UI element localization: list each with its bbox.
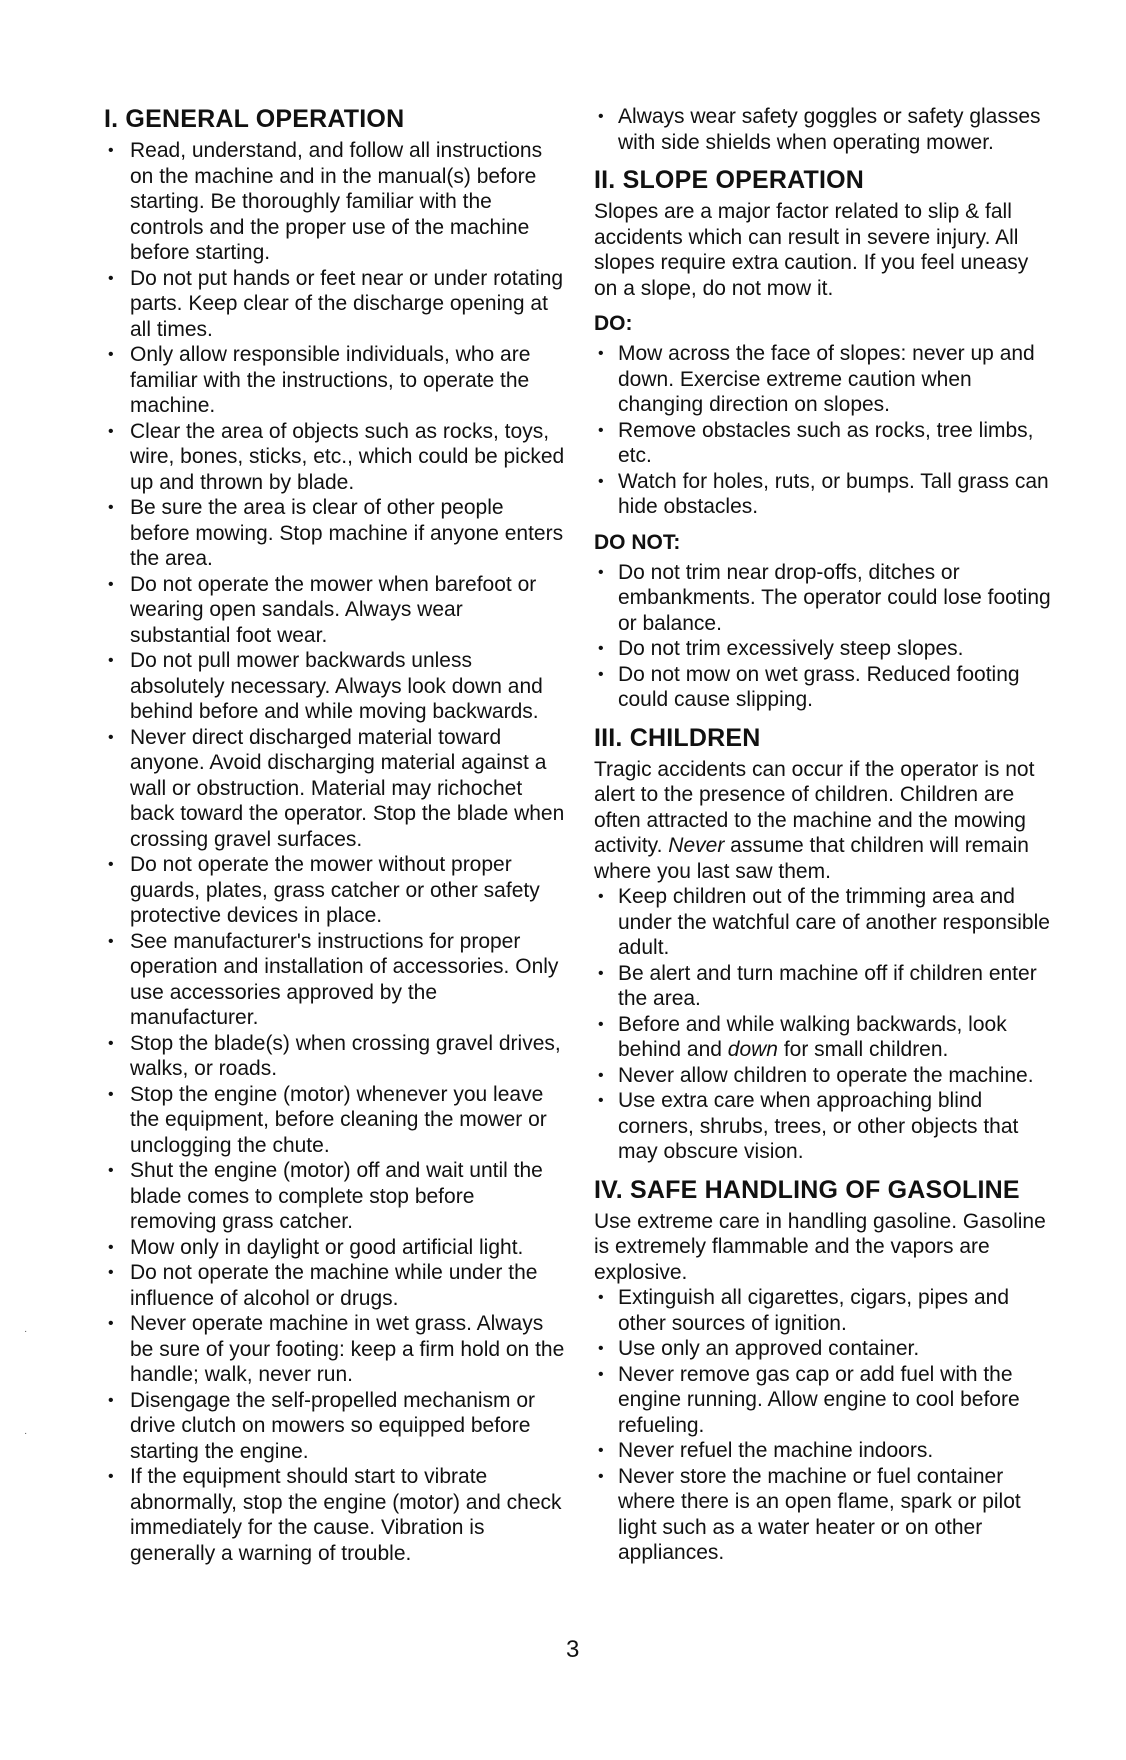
list-item: • Do not trim near drop-offs, ditches or embankments. The operator could lose footing or balance.	[594, 560, 1052, 637]
list-item: • Watch for holes, ruts, or bumps. Tall grass can hide obstacles.	[594, 469, 1052, 520]
list-item: • Use extra care when approaching blind corners, shrubs, trees, or other objects that may obscure vision.	[594, 1088, 1052, 1165]
list-item: • Do not operate the machine while under the influence of alcohol or drugs.	[104, 1260, 566, 1311]
list-item: • Mow across the face of slopes: never up and down. Exercise extreme caution when changing direction on slopes.	[594, 341, 1052, 418]
list-item: • Do not operate the mower without proper guards, plates, grass catcher or other safety protective devices in place.	[104, 852, 566, 929]
list-item: • Do not put hands or feet near or under rotating parts. Keep clear of the discharge opening at all times.	[104, 266, 566, 343]
list-item: • Shut the engine (motor) off and wait until the blade comes to complete stop before removing grass catcher.	[104, 1158, 566, 1235]
list-item: • Keep children out of the trimming area and under the watchful care of another responsible adult.	[594, 884, 1052, 961]
do-not-list	[594, 560, 1052, 713]
list-item: • Do not mow on wet grass. Reduced footing could cause slipping.	[594, 662, 1052, 713]
right-column	[594, 104, 1052, 1566]
list-item: • Disengage the self-propelled mechanism or drive clutch on mowers so equipped before starting the engine.	[104, 1388, 566, 1465]
backwards-text: Before and while walking backwards, look behind and	[618, 1012, 1007, 1061]
list-item: • Do not operate the mower when barefoot or wearing open sandals. Always wear substantial foot wear.	[104, 572, 566, 649]
slope-operation-heading: II. SLOPE OPERATION	[594, 166, 865, 194]
list-item: • Read, understand, and follow all instructions on the machine and in the manual(s) before starting. Be thoroughly familiar with the controls and the proper use of the machine before starting.	[104, 138, 566, 266]
children-intro-emphasis: Never	[668, 834, 725, 857]
slope-intro: Slopes are a major factor related to slip & fall accidents which can result in severe injury. All slopes require extra caution. If you feel uneasy on a slope, do not mow it.	[594, 200, 1029, 300]
list-item: • Use only an approved container.	[594, 1336, 1052, 1362]
list-item: • If the equipment should start to vibrate abnormally, stop the engine (motor) and check immediately for the cause. Vibration is generally a warning of trouble.	[104, 1464, 566, 1566]
general-operation-heading: I. GENERAL OPERATION	[104, 105, 405, 133]
page-number: 3	[566, 1636, 580, 1663]
gasoline-list	[594, 1285, 1052, 1566]
children-intro	[594, 757, 1052, 885]
list-item: • Stop the engine (motor) whenever you leave the equipment, before cleaning the mower or unclogging the chute.	[104, 1082, 566, 1159]
children-intro-text: Tragic accidents can occur if the operator is not alert to the presence of children. Children are often attracted to the machine and the mowing activity.	[594, 757, 1035, 857]
gasoline-heading: IV. SAFE HANDLING OF GASOLINE	[594, 1175, 1020, 1204]
list-item: • Clear the area of objects such as rocks, toys, wire, bones, sticks, etc., which could be picked up and thrown by blade.	[104, 419, 566, 496]
list-item: • Only allow responsible individuals, who are familiar with the instructions, to operate the machine.	[104, 342, 566, 419]
list-item: • See manufacturer's instructions for proper operation and installation of accessories. Only use accessories approved by the manufacturer.	[104, 929, 566, 1031]
list-item: • Never refuel the machine indoors.	[594, 1438, 1052, 1464]
children-intro-text-end: assume that children will remain where you last saw them.	[594, 834, 1029, 883]
do-not-heading: DO NOT:	[594, 530, 681, 554]
list-item: • Be alert and turn machine off if children enter the area.	[594, 961, 1052, 1012]
general-operation-list	[104, 138, 566, 1566]
list-item	[594, 1012, 1052, 1063]
gasoline-intro: Use extreme care in handling gasoline. Gasoline is extremely flammable and the vapors are explosive.	[594, 1209, 1046, 1284]
list-item: • Be sure the area is clear of other people before mowing. Stop machine if anyone enters the area.	[104, 495, 566, 572]
list-item: • Never remove gas cap or add fuel with the engine running. Allow engine to cool before refueling.	[594, 1362, 1052, 1439]
list-item: • Extinguish all cigarettes, cigars, pipes and other sources of ignition.	[594, 1285, 1052, 1336]
list-item: • Never store the machine or fuel container where there is an open flame, spark or pilot light such as a water heater or on other appliances.	[594, 1464, 1052, 1566]
list-item: • Remove obstacles such as rocks, tree limbs, etc.	[594, 418, 1052, 469]
list-item: • Never allow children to operate the machine.	[594, 1063, 1052, 1089]
do-heading: DO:	[594, 312, 633, 335]
backwards-emphasis: down	[727, 1038, 778, 1061]
backwards-text-end: for small children.	[777, 1038, 949, 1061]
list-item: • Always wear safety goggles or safety glasses with side shields when operating mower.	[594, 104, 1052, 155]
children-heading: III. CHILDREN	[594, 723, 761, 752]
list-item: • Do not pull mower backwards unless absolutely necessary. Always look down and behind before and while moving backwards.	[104, 648, 566, 725]
do-list	[594, 341, 1052, 520]
scan-speck: ·	[24, 1326, 28, 1337]
list-item: • Never direct discharged material toward anyone. Avoid discharging material against a wall or obstruction. Material may richochet back toward the operator. Stop the blade when crossing gravel surfaces.	[104, 725, 566, 853]
list-item: • Mow only in daylight or good artificial light.	[104, 1235, 566, 1261]
children-list	[594, 884, 1052, 1165]
list-item: • Do not trim excessively steep slopes.	[594, 636, 1052, 662]
scan-speck: ·	[24, 1428, 28, 1439]
list-item: • Never operate machine in wet grass. Always be sure of your footing: keep a firm hold on the handle; walk, never run.	[104, 1311, 566, 1388]
left-column	[104, 104, 566, 1566]
list-item: • Stop the blade(s) when crossing gravel drives, walks, or roads.	[104, 1031, 566, 1082]
general-operation-continued-list	[594, 104, 1052, 155]
